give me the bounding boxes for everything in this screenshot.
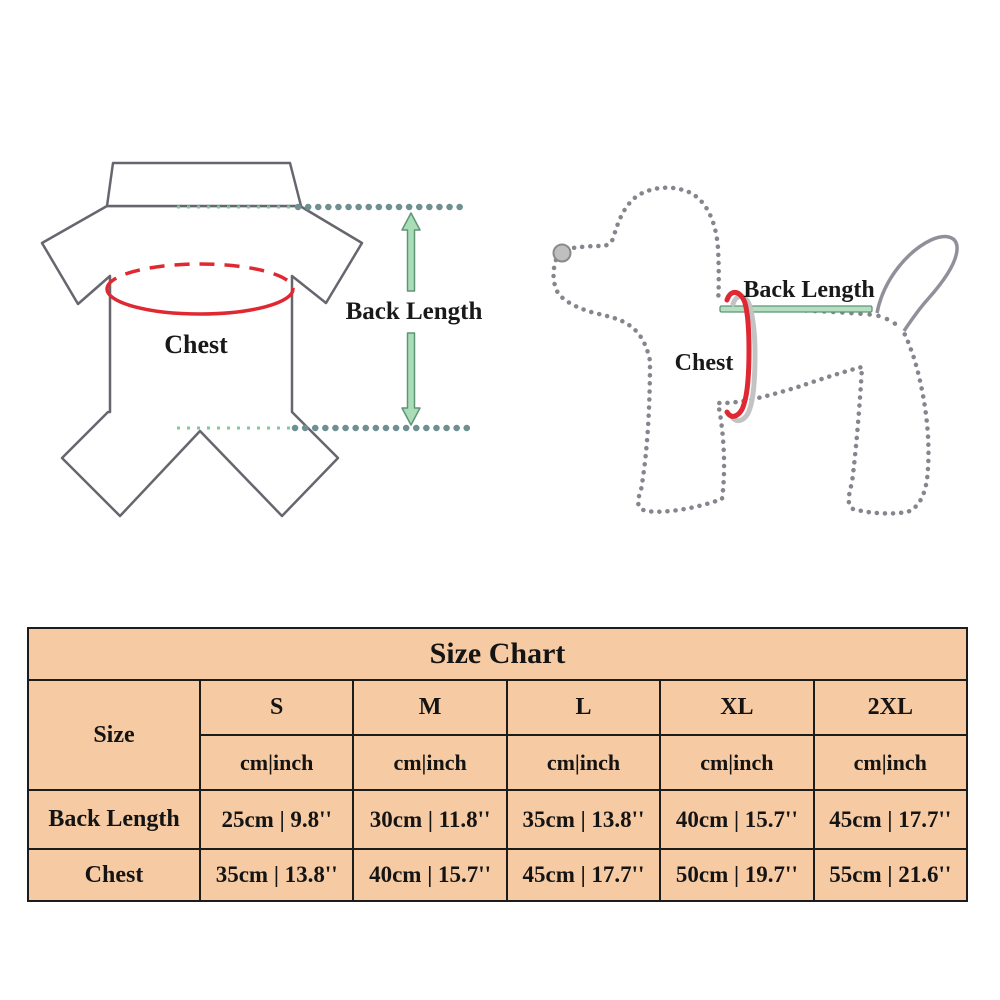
table-title: Size Chart <box>28 628 967 680</box>
dog-nose <box>554 245 571 262</box>
dog-back-length-bar <box>720 306 872 312</box>
value-cell: 40cm | 15.7'' <box>353 849 506 901</box>
corner-cell-size: Size <box>28 680 200 790</box>
back-length-arrow-up <box>402 213 420 291</box>
garment-body-outline <box>42 206 362 516</box>
table-row-chest <box>28 849 967 901</box>
unit-cell: cm|inch <box>814 735 967 790</box>
value-cell: 25cm | 9.8'' <box>200 790 353 849</box>
back-length-arrow-down <box>402 333 420 425</box>
dog-back-length-label: Back Length <box>743 277 875 303</box>
col-head-s: S <box>200 680 353 735</box>
dog-diagram <box>554 188 958 514</box>
unit-cell: cm|inch <box>200 735 353 790</box>
value-cell: 35cm | 13.8'' <box>200 849 353 901</box>
value-cell: 50cm | 19.7'' <box>660 849 813 901</box>
col-head-xl: XL <box>660 680 813 735</box>
dog-head-outline <box>566 188 719 302</box>
value-cell: 30cm | 11.8'' <box>353 790 506 849</box>
value-cell: 45cm | 17.7'' <box>507 849 660 901</box>
row-label-chest: Chest <box>28 849 200 901</box>
table-size-row <box>28 680 967 735</box>
value-cell: 40cm | 15.7'' <box>660 790 813 849</box>
unit-cell: cm|inch <box>353 735 506 790</box>
unit-cell: cm|inch <box>507 735 660 790</box>
col-head-m: M <box>353 680 506 735</box>
dog-chest-label: Chest <box>674 350 734 376</box>
row-label-back-length: Back Length <box>28 790 200 849</box>
garment-chest-label: Chest <box>164 330 228 359</box>
unit-cell: cm|inch <box>660 735 813 790</box>
dog-tail <box>877 237 957 331</box>
table-title-row <box>28 628 967 680</box>
garment-back-length-label: Back Length <box>345 298 483 325</box>
value-cell: 35cm | 13.8'' <box>507 790 660 849</box>
garment-diagram <box>42 163 483 516</box>
value-cell: 55cm | 21.6'' <box>814 849 967 901</box>
value-cell: 45cm | 17.7'' <box>814 790 967 849</box>
size-chart-table <box>27 627 968 902</box>
garment-collar <box>107 163 301 206</box>
table-row-back-length <box>28 790 967 849</box>
col-head-2xl: 2XL <box>814 680 967 735</box>
col-head-l: L <box>507 680 660 735</box>
